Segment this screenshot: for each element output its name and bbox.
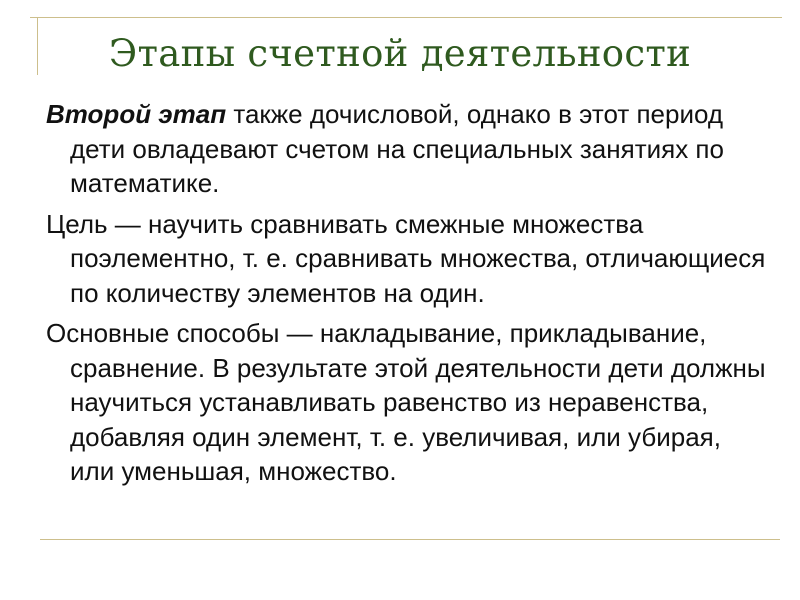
frame-bottom-line: [40, 539, 780, 540]
paragraph-second-stage: [46, 97, 766, 201]
paragraph-methods: [46, 316, 766, 489]
paragraph-goal: [46, 207, 766, 311]
slide-body: [46, 97, 766, 495]
paragraph-text: также дочисловой, однако в этот период дети овладевают счетом на специальных занятиях по математике.: [70, 99, 724, 198]
slide-title: Этапы счетной деятельности: [108, 32, 692, 75]
paragraph-text: Цель — научить сравнивать смежные множества поэлементно, т. е. сравнивать множества, отличающиеся по количеству элементов на один.: [46, 208, 766, 308]
frame-top-line: [30, 17, 782, 18]
paragraph-lead: Второй этап: [46, 99, 227, 129]
paragraph-text: Основные способы — накладывание, прикладывание, сравнение. В результате этой деятельности дети должны научиться устанавливать равенство из неравенства, добавляя один элемент, т. е. увеличивая, или убирая, или уменьшая, множество.: [46, 318, 766, 486]
